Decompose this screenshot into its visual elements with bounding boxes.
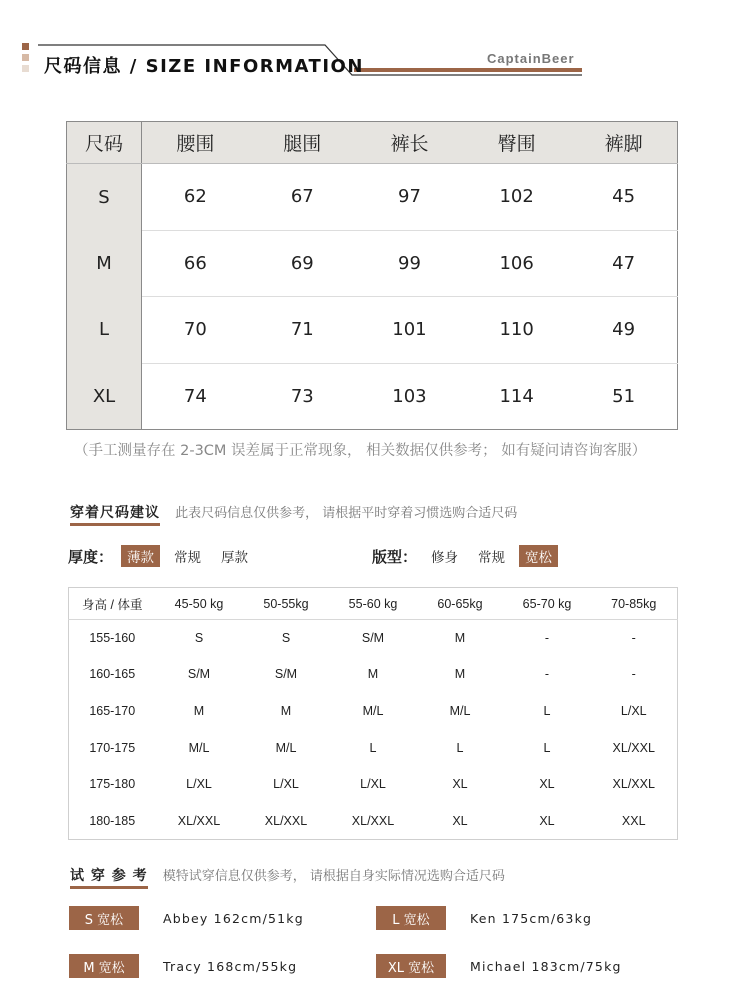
table-cell: 66: [142, 230, 249, 297]
page-title: 尺码信息 / SIZE INFORMATION: [44, 56, 364, 77]
table-row: [69, 803, 678, 840]
size-label: L: [67, 297, 142, 364]
table-row: [69, 656, 678, 693]
column-header: 裤长: [356, 122, 463, 164]
table-cell: 45: [570, 164, 677, 231]
table-cell: S/M: [361, 631, 385, 646]
table-row: [67, 297, 678, 364]
recommend-desc: 此表尺码信息仅供参考， 请根据平时穿着习惯选购合适尺码: [175, 506, 518, 521]
tryon-heading: [70, 865, 505, 887]
rec-table-header: [69, 588, 678, 620]
column-header: 60-65kg: [417, 588, 504, 620]
table-cell: XL/XXL: [264, 813, 308, 828]
table-cell: 110: [463, 297, 570, 364]
height-cell: 155-160: [89, 631, 136, 646]
table-cell: 106: [463, 230, 570, 297]
table-cell: -: [544, 631, 550, 646]
column-header: 50-55kg: [243, 588, 330, 620]
recommendation-table: [68, 587, 678, 840]
table-cell: -: [631, 667, 636, 682]
table-cell: M: [280, 704, 292, 719]
table-cell: L: [543, 704, 551, 719]
table-cell: XL: [452, 777, 468, 792]
thickness-option: 厚款: [221, 550, 249, 566]
model-entry: [69, 954, 297, 978]
table-cell: 67: [249, 164, 356, 231]
table-cell: S: [194, 631, 204, 646]
size-table-header: [67, 122, 678, 164]
model-info: Abbey 162cm/51kg: [163, 910, 304, 926]
table-cell: 71: [249, 297, 356, 364]
table-cell: S: [281, 631, 291, 646]
table-row: [67, 230, 678, 297]
table-cell: 51: [612, 385, 636, 407]
table-cell: 74: [183, 385, 207, 407]
size-table: [66, 121, 678, 430]
table-cell: M/L: [362, 704, 384, 719]
brand-name: CaptainBeer: [487, 51, 575, 66]
measurement-note: （手工测量存在 2-3CM 误差属于正常现象， 相关数据仅供参考； 如有疑问请咨询客服）: [74, 443, 647, 459]
table-cell: M/L: [275, 740, 297, 755]
table-cell: L: [456, 740, 464, 755]
tryon-title: 试 穿 参 考: [70, 865, 148, 887]
column-header: 65-70 kg: [504, 588, 591, 620]
table-row: [69, 729, 678, 766]
height-cell: 170-175: [89, 740, 136, 755]
table-cell: M: [454, 631, 466, 646]
table-cell: 69: [249, 230, 356, 297]
thickness-label: 厚度：: [68, 547, 114, 566]
height-cell: 165-170: [89, 704, 136, 719]
column-header: 身高 / 体重: [69, 588, 156, 620]
table-cell: -: [544, 667, 550, 682]
column-header: 臀围: [463, 122, 570, 164]
thickness-option: 薄款: [121, 545, 160, 567]
recommend-heading: [70, 502, 517, 524]
height-cell: 175-180: [89, 777, 136, 792]
table-cell: 97: [356, 164, 463, 231]
table-cell: M: [454, 667, 466, 682]
model-info: Tracy 168cm/55kg: [163, 958, 298, 974]
fit-option: 修身: [431, 550, 459, 566]
table-cell: XL: [539, 813, 555, 828]
size-label: XL: [67, 363, 142, 430]
table-cell: 99: [356, 230, 463, 297]
column-header: 70-85kg: [591, 588, 678, 620]
table-cell: XL/XXL: [177, 813, 221, 828]
table-cell: L/XL: [620, 704, 647, 719]
table-cell: XL/XXL: [612, 740, 655, 755]
table-cell: 103: [392, 385, 427, 407]
column-header: 腰围: [142, 122, 249, 164]
thickness-option: 常规: [174, 550, 202, 566]
model-entry: [376, 954, 622, 978]
model-info: Ken 175cm/63kg: [470, 910, 593, 926]
table-cell: M: [367, 667, 379, 682]
table-cell: -: [631, 631, 636, 646]
height-cell: 180-185: [89, 813, 136, 828]
table-cell: XL/XXL: [612, 777, 655, 792]
table-cell: XL/XXL: [351, 813, 395, 828]
table-cell: L/XL: [186, 777, 212, 792]
table-cell: 62: [142, 164, 249, 231]
height-cell: 160-165: [89, 667, 136, 682]
table-cell: S/M: [187, 667, 211, 682]
table-cell: XXL: [621, 813, 646, 828]
table-cell: L: [543, 740, 551, 755]
table-row: [67, 363, 678, 430]
model-info: Michael 183cm/75kg: [470, 958, 622, 974]
model-entry: [69, 906, 304, 930]
table-row: [69, 693, 678, 730]
column-header: 尺码: [67, 122, 142, 164]
model-size-badge: S 宽松: [69, 906, 139, 930]
size-label: S: [67, 164, 142, 231]
thickness-row: [68, 545, 262, 567]
table-cell: M/L: [188, 740, 210, 755]
column-header: 45-50 kg: [156, 588, 243, 620]
table-cell: M/L: [449, 704, 471, 719]
table-row: [69, 766, 678, 803]
table-cell: 49: [570, 297, 677, 364]
table-cell: 70: [142, 297, 249, 364]
table-cell: L/XL: [360, 777, 386, 792]
fit-option: 常规: [478, 550, 506, 566]
model-size-badge: XL 宽松: [376, 954, 446, 978]
table-row: [69, 620, 678, 657]
table-cell: S/M: [274, 667, 298, 682]
table-cell: 73: [290, 385, 314, 407]
table-cell: 114: [499, 385, 534, 407]
column-header: 55-60 kg: [330, 588, 417, 620]
model-size-badge: M 宽松: [69, 954, 139, 978]
fit-option: 宽松: [519, 545, 558, 567]
table-cell: M: [193, 704, 205, 719]
model-entry: [376, 906, 592, 930]
size-label: M: [67, 230, 142, 297]
column-header: 裤脚: [570, 122, 677, 164]
recommend-title: 穿着尺码建议: [70, 502, 160, 524]
table-cell: XL: [539, 777, 555, 792]
table-cell: 102: [463, 164, 570, 231]
model-size-badge: L 宽松: [376, 906, 446, 930]
table-cell: XL: [452, 813, 468, 828]
fit-row: [372, 545, 566, 567]
table-cell: L/XL: [273, 777, 299, 792]
tryon-desc: 模特试穿信息仅供参考， 请根据自身实际情况选购合适尺码: [162, 869, 505, 884]
table-cell: 101: [356, 297, 463, 364]
table-cell: 47: [570, 230, 677, 297]
table-row: [67, 164, 678, 231]
fit-label: 版型：: [372, 547, 418, 566]
table-cell: L: [369, 740, 377, 755]
column-header: 腿围: [249, 122, 356, 164]
